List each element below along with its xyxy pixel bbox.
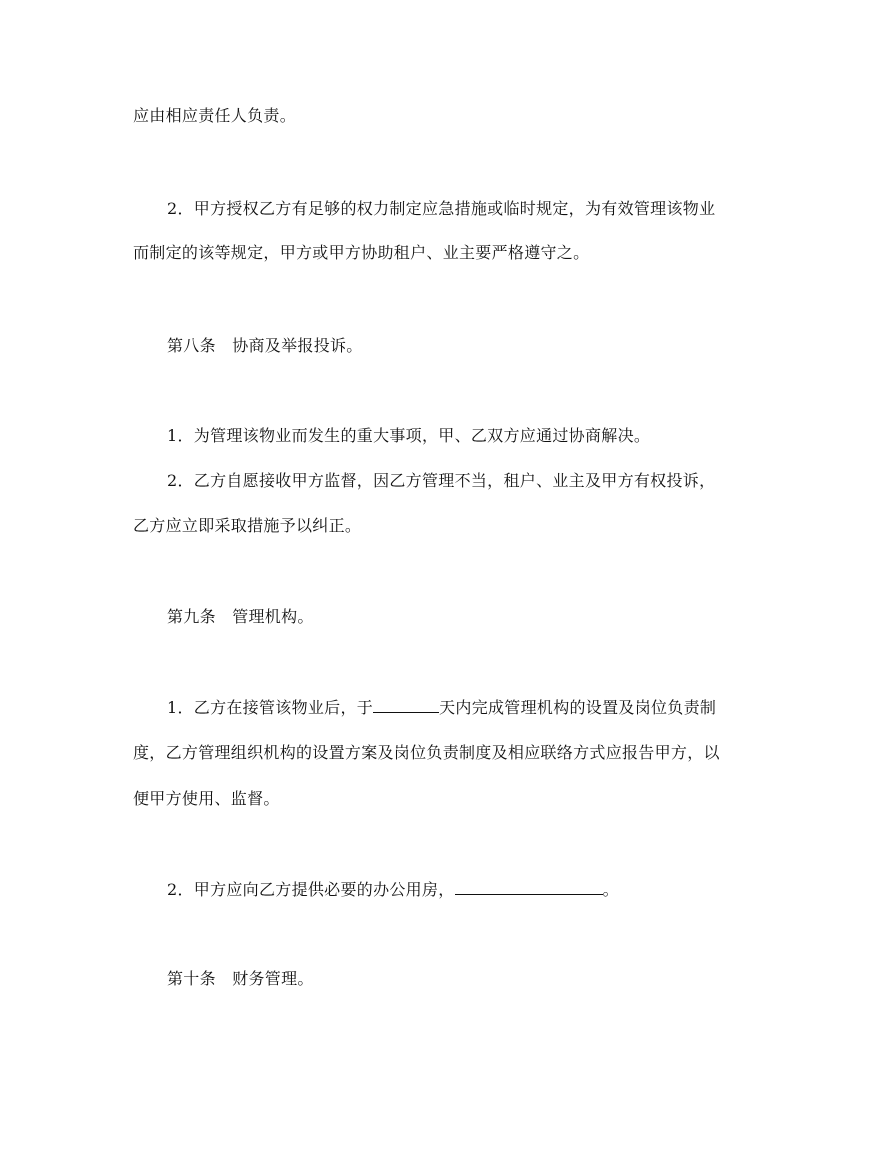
clause-8-2-line-1: 2．乙方自愿接收甲方监督，因乙方管理不当，租户、业主及甲方有权投诉， [167,471,716,490]
clause-8-1-line: 1．为管理该物业而发生的重大事项，甲、乙双方应通过协商解决。 [167,426,651,445]
clause-8-2-line-2: 乙方应立即采取措施予以纠正。 [133,516,362,535]
clause-9-1-text-before: 1．乙方在接管该物业后，于 [167,698,374,717]
article-9-heading: 第九条 管理机构。 [167,607,314,626]
clause-9-2-line [167,880,619,900]
clause-7-2-line-2: 而制定的该等规定，甲方或甲方协助租户、业主要严格遵守之。 [133,243,590,262]
clause-9-2-text-after: 。 [602,880,619,899]
clause-7-2-line-1: 2．甲方授权乙方有足够的权力制定应急措施或临时规定，为有效管理该物业 [167,199,716,218]
clause-9-2-text-before: 2．甲方应向乙方提供必要的办公用房， [167,880,455,899]
article-10-heading: 第十条 财务管理。 [167,969,314,988]
clause-9-1-line-2: 度，乙方管理组织机构的设置方案及岗位负责制度及相应联络方式应报告甲方，以 [133,743,720,762]
paragraph-line: 应由相应责任人负责。 [133,106,297,125]
clause-9-1-line-1 [167,698,716,718]
days-blank-field[interactable] [373,698,439,713]
office-blank-field[interactable] [455,880,603,895]
clause-9-1-line-3: 便甲方使用、监督。 [133,789,280,808]
clause-9-1-text-after: 天内完成管理机构的设置及岗位负责制 [439,698,717,717]
article-8-heading: 第八条 协商及举报投诉。 [167,336,363,355]
